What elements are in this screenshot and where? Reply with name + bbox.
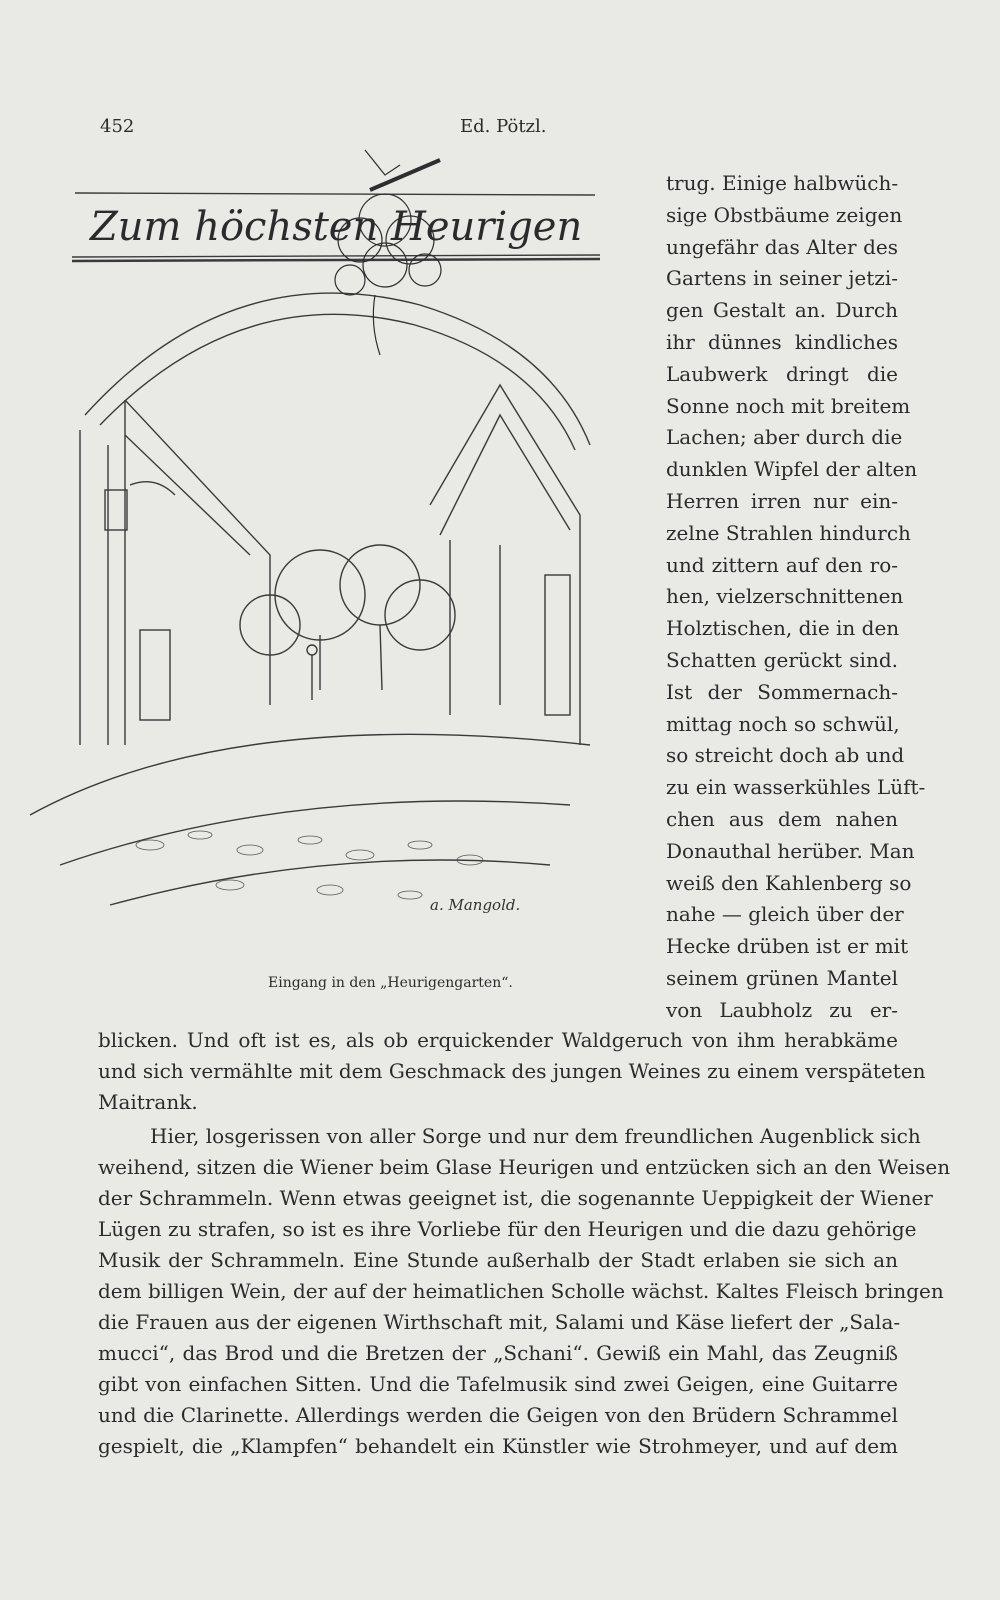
text-line: hen, vielzerschnittenen	[666, 584, 904, 609]
text-line: mucci“, das Brod und die Bretzen der „Schani“. Gewiß ein Mahl, das Zeugniß	[98, 1341, 898, 1365]
text-line: Lügen zu strafen, so ist es ihre Vorliebe für den Heurigen und die dazu gehörige	[98, 1217, 917, 1241]
text-line: Hier, losgerissen von aller Sorge und nur dem freundlichen Augenblick sich	[150, 1124, 921, 1148]
text-line: sige Obstbäume zeigen	[666, 202, 903, 227]
text-line: Holztischen, die in den	[666, 616, 900, 641]
text-line: zu ein wasserkühles Lüft-	[666, 775, 926, 800]
text-line: die Frauen aus der eigenen Wirthschaft mit, Salami und Käse liefert der „Sala-	[98, 1310, 901, 1334]
text-line: dunklen Wipfel der alten	[666, 457, 918, 482]
text-line: Musik der Schrammeln. Eine Stunde außerhalb der Stadt erlaben sie sich an	[98, 1248, 898, 1272]
page-number: 452	[100, 116, 135, 137]
text-line: von Laubholz zu er-	[666, 997, 898, 1022]
illustration-heurigen-entrance	[30, 145, 610, 945]
text-line: Schatten gerückt sind.	[666, 647, 898, 672]
text-line: ungefähr das Alter des	[666, 234, 898, 259]
text-line: gibt von einfachen Sitten. Und die Tafelmusik sind zwei Geigen, eine Guitarre	[98, 1372, 898, 1396]
text-line: gespielt, die „Klampfen“ behandelt ein Künstler wie Strohmeyer, und auf dem	[98, 1434, 898, 1458]
text-line: Maitrank.	[98, 1090, 198, 1114]
text-line: Lachen; aber durch die	[666, 425, 903, 450]
text-line: weiß den Kahlenberg so	[666, 870, 912, 895]
sign-text: Zum höchsten Heurigen	[90, 204, 583, 250]
text-line: Ist der Sommernach-	[666, 679, 898, 704]
text-line: Gartens in seiner jetzi-	[666, 266, 898, 291]
text-line: trug. Einige halbwüch-	[666, 171, 899, 195]
text-line: Laubwerk dringt die	[666, 361, 898, 386]
text-line: blicken. Und oft ist es, als ob erquickender Waldgeruch von ihm herabkäme	[98, 1028, 898, 1052]
text-line: gen Gestalt an. Durch	[666, 298, 898, 323]
text-line: zelne Strahlen hindurch	[666, 520, 911, 545]
right-column-text	[666, 168, 926, 1027]
text-line: so streicht doch ab und	[666, 743, 905, 768]
engraving-drawing	[30, 145, 610, 945]
text-line: dem billigen Wein, der auf der heimatlichen Scholle wächst. Kaltes Fleisch bringen	[98, 1279, 944, 1303]
text-line: der Schrammeln. Wenn etwas geeignet ist, die sogenannte Ueppigkeit der Wiener	[98, 1186, 933, 1210]
running-head: Ed. Pötzl.	[460, 116, 547, 137]
text-line: chen aus dem nahen	[666, 806, 898, 831]
text-line: weihend, sitzen die Wiener beim Glase Heurigen und entzücken sich an den Weisen	[98, 1155, 951, 1179]
text-line: und zittern auf den ro-	[666, 552, 898, 577]
text-line: ihr dünnes kindliches	[666, 329, 898, 354]
text-line: seinem grünen Mantel	[666, 965, 898, 990]
text-line: und sich vermählte mit dem Geschmack des jungen Weines zu einem verspäteten	[98, 1059, 926, 1083]
text-line: nahe — gleich über der	[666, 902, 904, 927]
artist-signature: a. Mangold.	[430, 896, 521, 914]
page-header	[100, 116, 900, 146]
text-line: und die Clarinette. Allerdings werden die Geigen von den Brüdern Schrammel	[98, 1403, 898, 1427]
full-width-text	[98, 1025, 951, 1462]
text-line: Hecke drüben ist er mit	[666, 934, 909, 959]
text-line: Donauthal herüber. Man	[666, 838, 915, 863]
illustration-caption: Eingang in den „Heurigengarten“.	[268, 975, 513, 991]
text-line: Herren irren nur ein-	[666, 488, 898, 513]
text-line: mittag noch so schwül,	[666, 711, 900, 736]
text-line: Sonne noch mit breitem	[666, 393, 911, 418]
